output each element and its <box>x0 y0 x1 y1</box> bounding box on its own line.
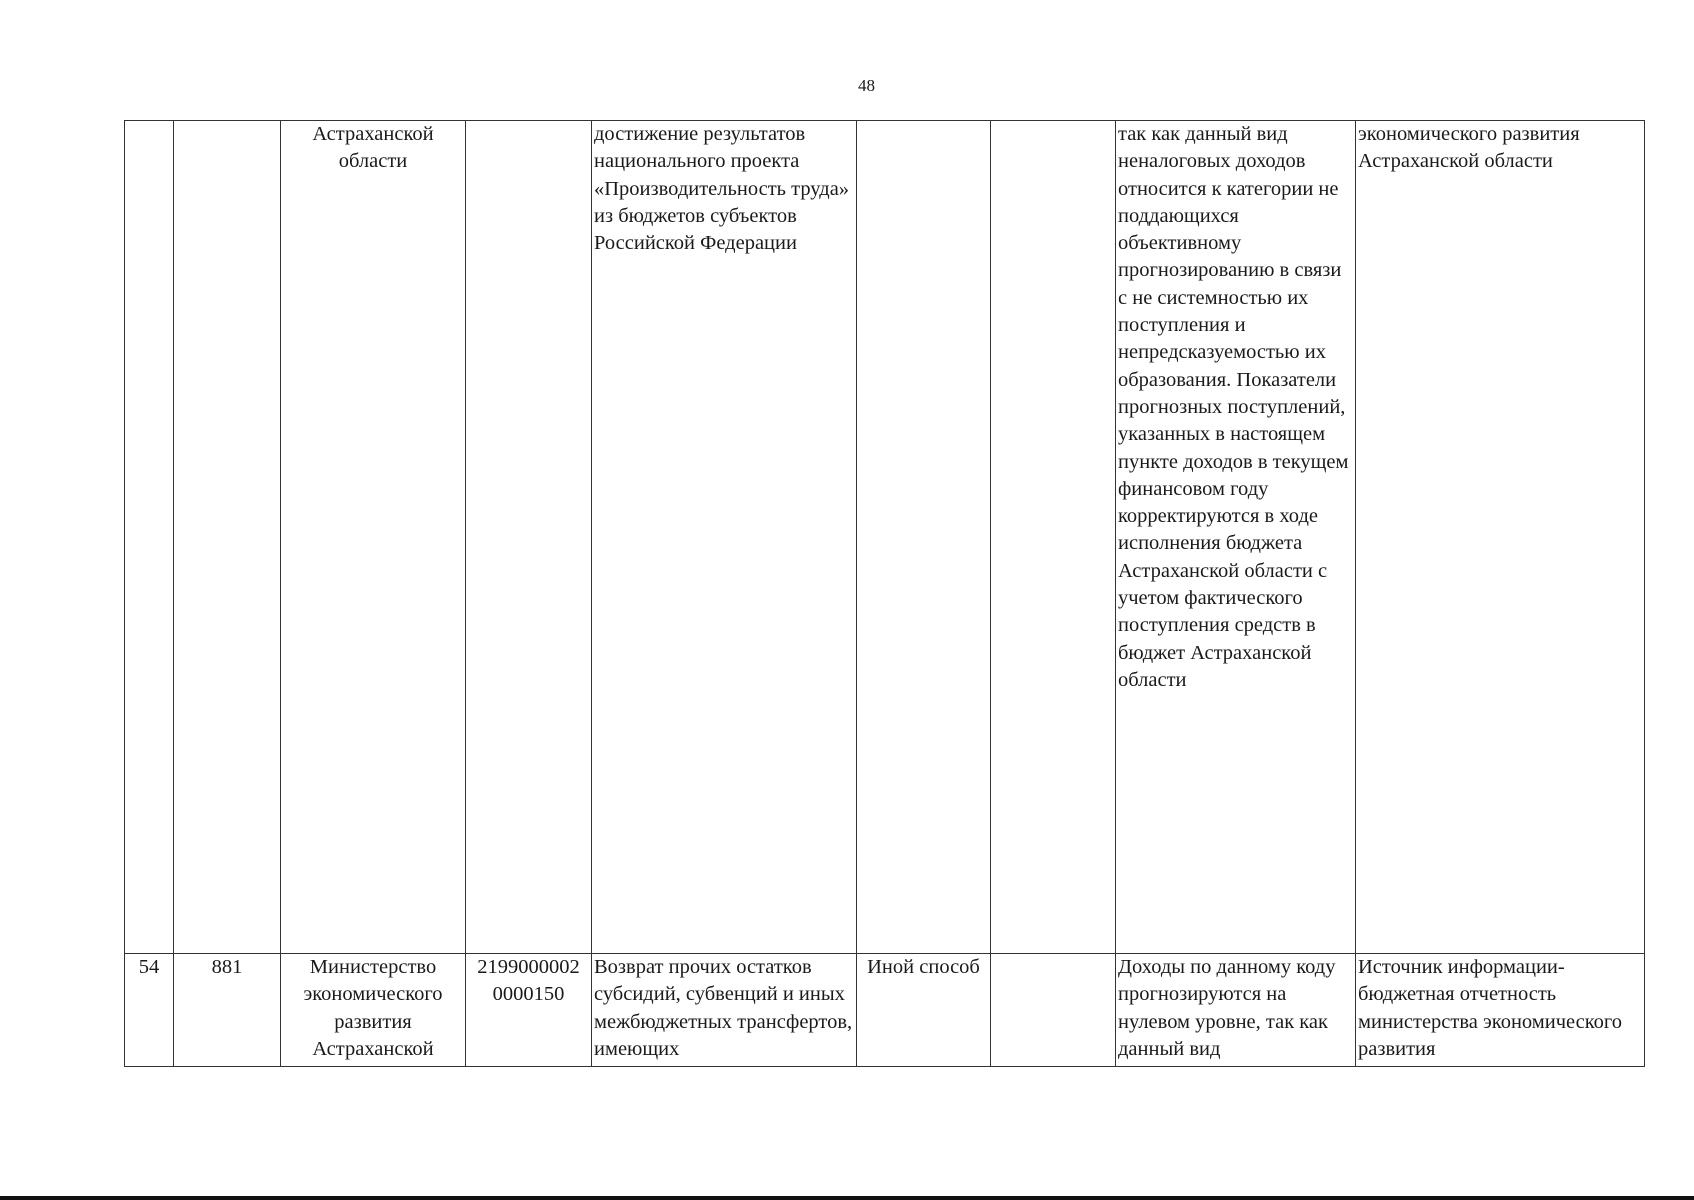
row-number-cell <box>125 121 174 954</box>
table-row <box>125 121 1645 954</box>
data-source-cell: экономического развития Астраханской области <box>1356 121 1645 954</box>
page-number: 48 <box>858 76 875 95</box>
kbk-code-cell: 2199000002 0000150 <box>466 954 592 1067</box>
forecast-method-cell <box>857 121 991 954</box>
revenue-forecast-table <box>124 120 1645 1067</box>
scan-edge-line <box>0 1196 1694 1200</box>
forecast-method-cell: Иной способ <box>857 954 991 1067</box>
algorithm-cell: так как данный вид неналоговых доходов относится к категории не поддающихся объективному прогнозированию в связи с не системностью их поступления и непредсказуемостью их образования. Показатели прогнозных поступлений, указанных в настоящем пункте доходов в текущем финансовом году корректируются в ходе исполнения бюджета Астраханской области с учетом фактического поступления средств в бюджет Астраханской области <box>1116 121 1356 954</box>
data-source-cell: Источник информации-бюджетная отчетность министерства экономического развития <box>1356 954 1645 1067</box>
table-row <box>125 954 1645 1067</box>
formula-cell <box>991 954 1116 1067</box>
kbk-code-cell <box>466 121 592 954</box>
row-number-cell: 54 <box>125 954 174 1067</box>
algorithm-cell: Доходы по данному коду прогнозируются на нулевом уровне, так как данный вид <box>1116 954 1356 1067</box>
admin-name-cell: Министерство экономического развития Астраханской <box>281 954 466 1067</box>
admin-code-cell: 881 <box>174 954 281 1067</box>
admin-code-cell <box>174 121 281 954</box>
admin-name-cell: Астраханской области <box>281 121 466 954</box>
revenue-description-cell: достижение результатов национального проекта «Производительность труда» из бюджетов субъектов Российской Федерации <box>592 121 857 954</box>
revenue-description-cell: Возврат прочих остатков субсидий, субвенций и иных межбюджетных трансфертов, имеющих <box>592 954 857 1067</box>
formula-cell <box>991 121 1116 954</box>
